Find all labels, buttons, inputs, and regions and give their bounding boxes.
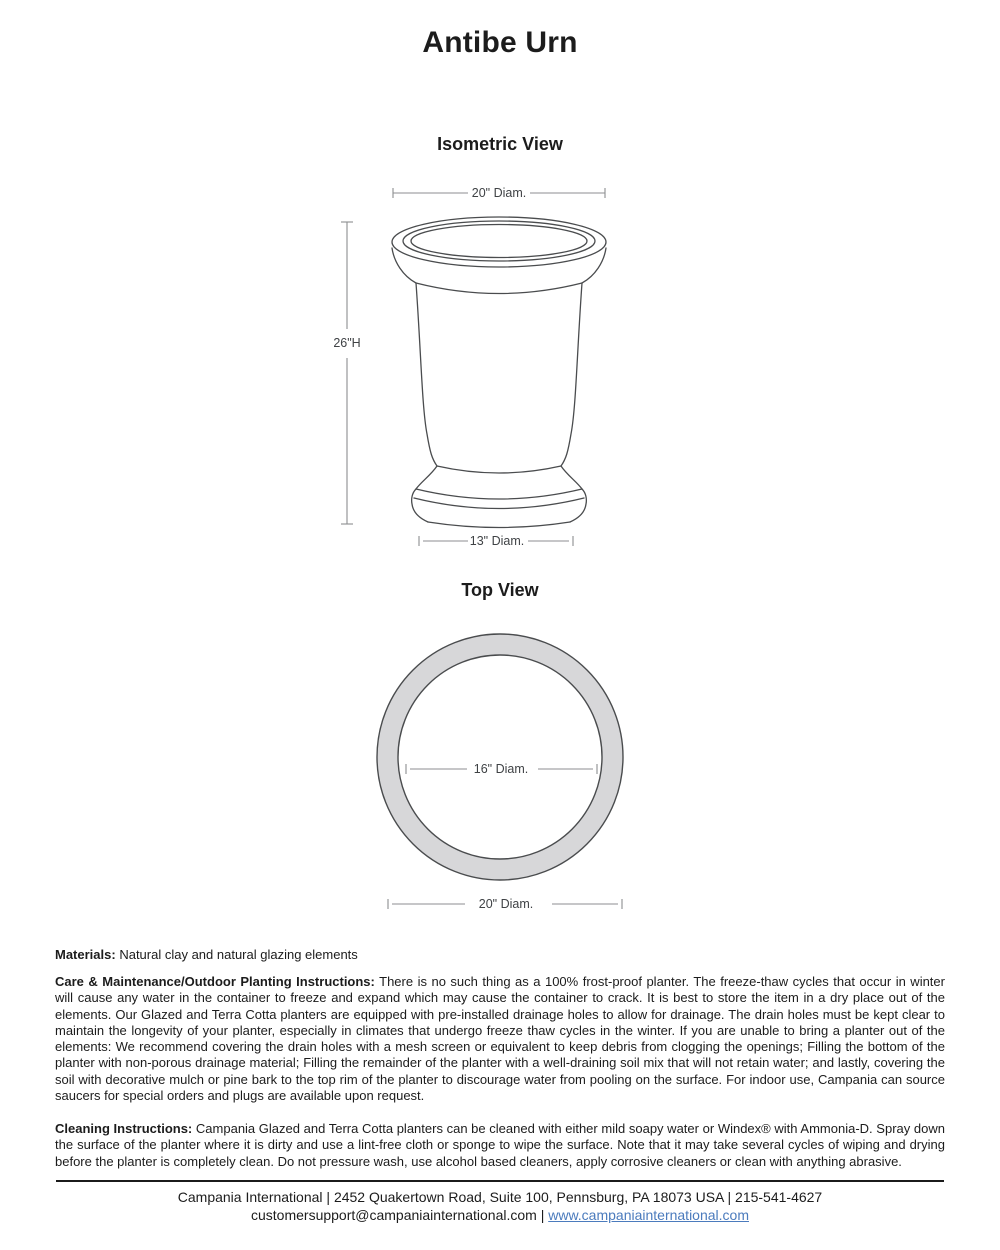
isometric-view-heading: Isometric View xyxy=(437,134,563,154)
care-maintenance-paragraph xyxy=(55,974,945,1104)
dimension-height xyxy=(333,222,360,524)
urn-outline xyxy=(392,217,606,528)
cleaning-label: Cleaning Instructions: xyxy=(55,1121,193,1136)
footer-website-link[interactable]: www.campaniainternational.com xyxy=(548,1207,749,1223)
footer-address-line: Campania International | 2452 Quakertown Road, Suite 100, Pennsburg, PA 18073 USA | 215-541-4627 xyxy=(177,1189,823,1205)
dimension-base-diameter xyxy=(419,534,573,548)
footer-email: customersupport@campaniainternational.com xyxy=(251,1207,537,1223)
top-view-heading: Top View xyxy=(461,580,539,600)
dim-label-inner-diameter: 16" Diam. xyxy=(473,762,529,776)
cleaning-text: Campania Glazed and Terra Cotta planters can be cleaned with either mild soapy water or Windex® with Ammonia-D. Spray down the surface of the planter where it is dirty and use a lint-free cloth or sponge to wipe the surface. Note that it may take several cycles of wiping and drying before the planter is completely clean. Do not pressure wash, use alcohol based cleaners, apply corrosive cleaners or clean with anything abrasive. xyxy=(55,1121,945,1169)
dim-label-height: 26"H xyxy=(333,336,361,350)
materials-label: Materials: xyxy=(55,947,116,962)
page-title: Antibe Urn xyxy=(422,26,578,59)
footer xyxy=(0,1188,1000,1224)
isometric-urn-drawing xyxy=(320,182,680,557)
dim-label-base-diameter: 13" Diam. xyxy=(469,534,525,548)
top-view-drawing xyxy=(320,612,680,924)
dim-label-top-diameter: 20" Diam. xyxy=(471,186,527,200)
dimension-outer-diameter xyxy=(388,897,622,911)
care-label: Care & Maintenance/Outdoor Planting Instructions: xyxy=(55,974,375,989)
footer-separator: | xyxy=(540,1207,545,1223)
materials-text: Natural clay and natural glazing elements xyxy=(119,947,358,962)
footer-divider xyxy=(56,1180,944,1182)
dimension-top-diameter xyxy=(393,186,605,200)
care-text: There is no such thing as a 100% frost-proof planter. The freeze-thaw cycles that occur in winter will cause any water in the container to freeze and expand which may cause the container to crack. It is best to store the item in a dry place out of the elements. Our Glazed and Terra Cotta planters are equipped with pre-installed drainage holes to allow for drainage. The drain holes must be kept clear to maintain the longevity of your planter, especially in climates that undergo freeze thaw cycles in the winter. If you are unable to bring a planter out of the elements: We recommend covering the drain holes with a mesh screen or equivalent to keep debris from clogging the openings; Filling the bottom of the planter with non-porous drainage material; Filling the remainder of the planter with a well-draining soil mix that will not retain water; and lastly, covering the soil with decorative mulch or pine bark to the top rim of the planter to discourage water from pooling on the surface. For indoor use, Campania can source saucers for special orders and plugs are available upon request. xyxy=(55,974,945,1104)
rim-ring xyxy=(377,634,623,880)
materials-paragraph xyxy=(55,947,945,963)
cleaning-paragraph xyxy=(55,1121,945,1170)
dim-label-outer-diameter: 20" Diam. xyxy=(478,897,534,911)
footer-contact-line xyxy=(0,1206,1000,1224)
